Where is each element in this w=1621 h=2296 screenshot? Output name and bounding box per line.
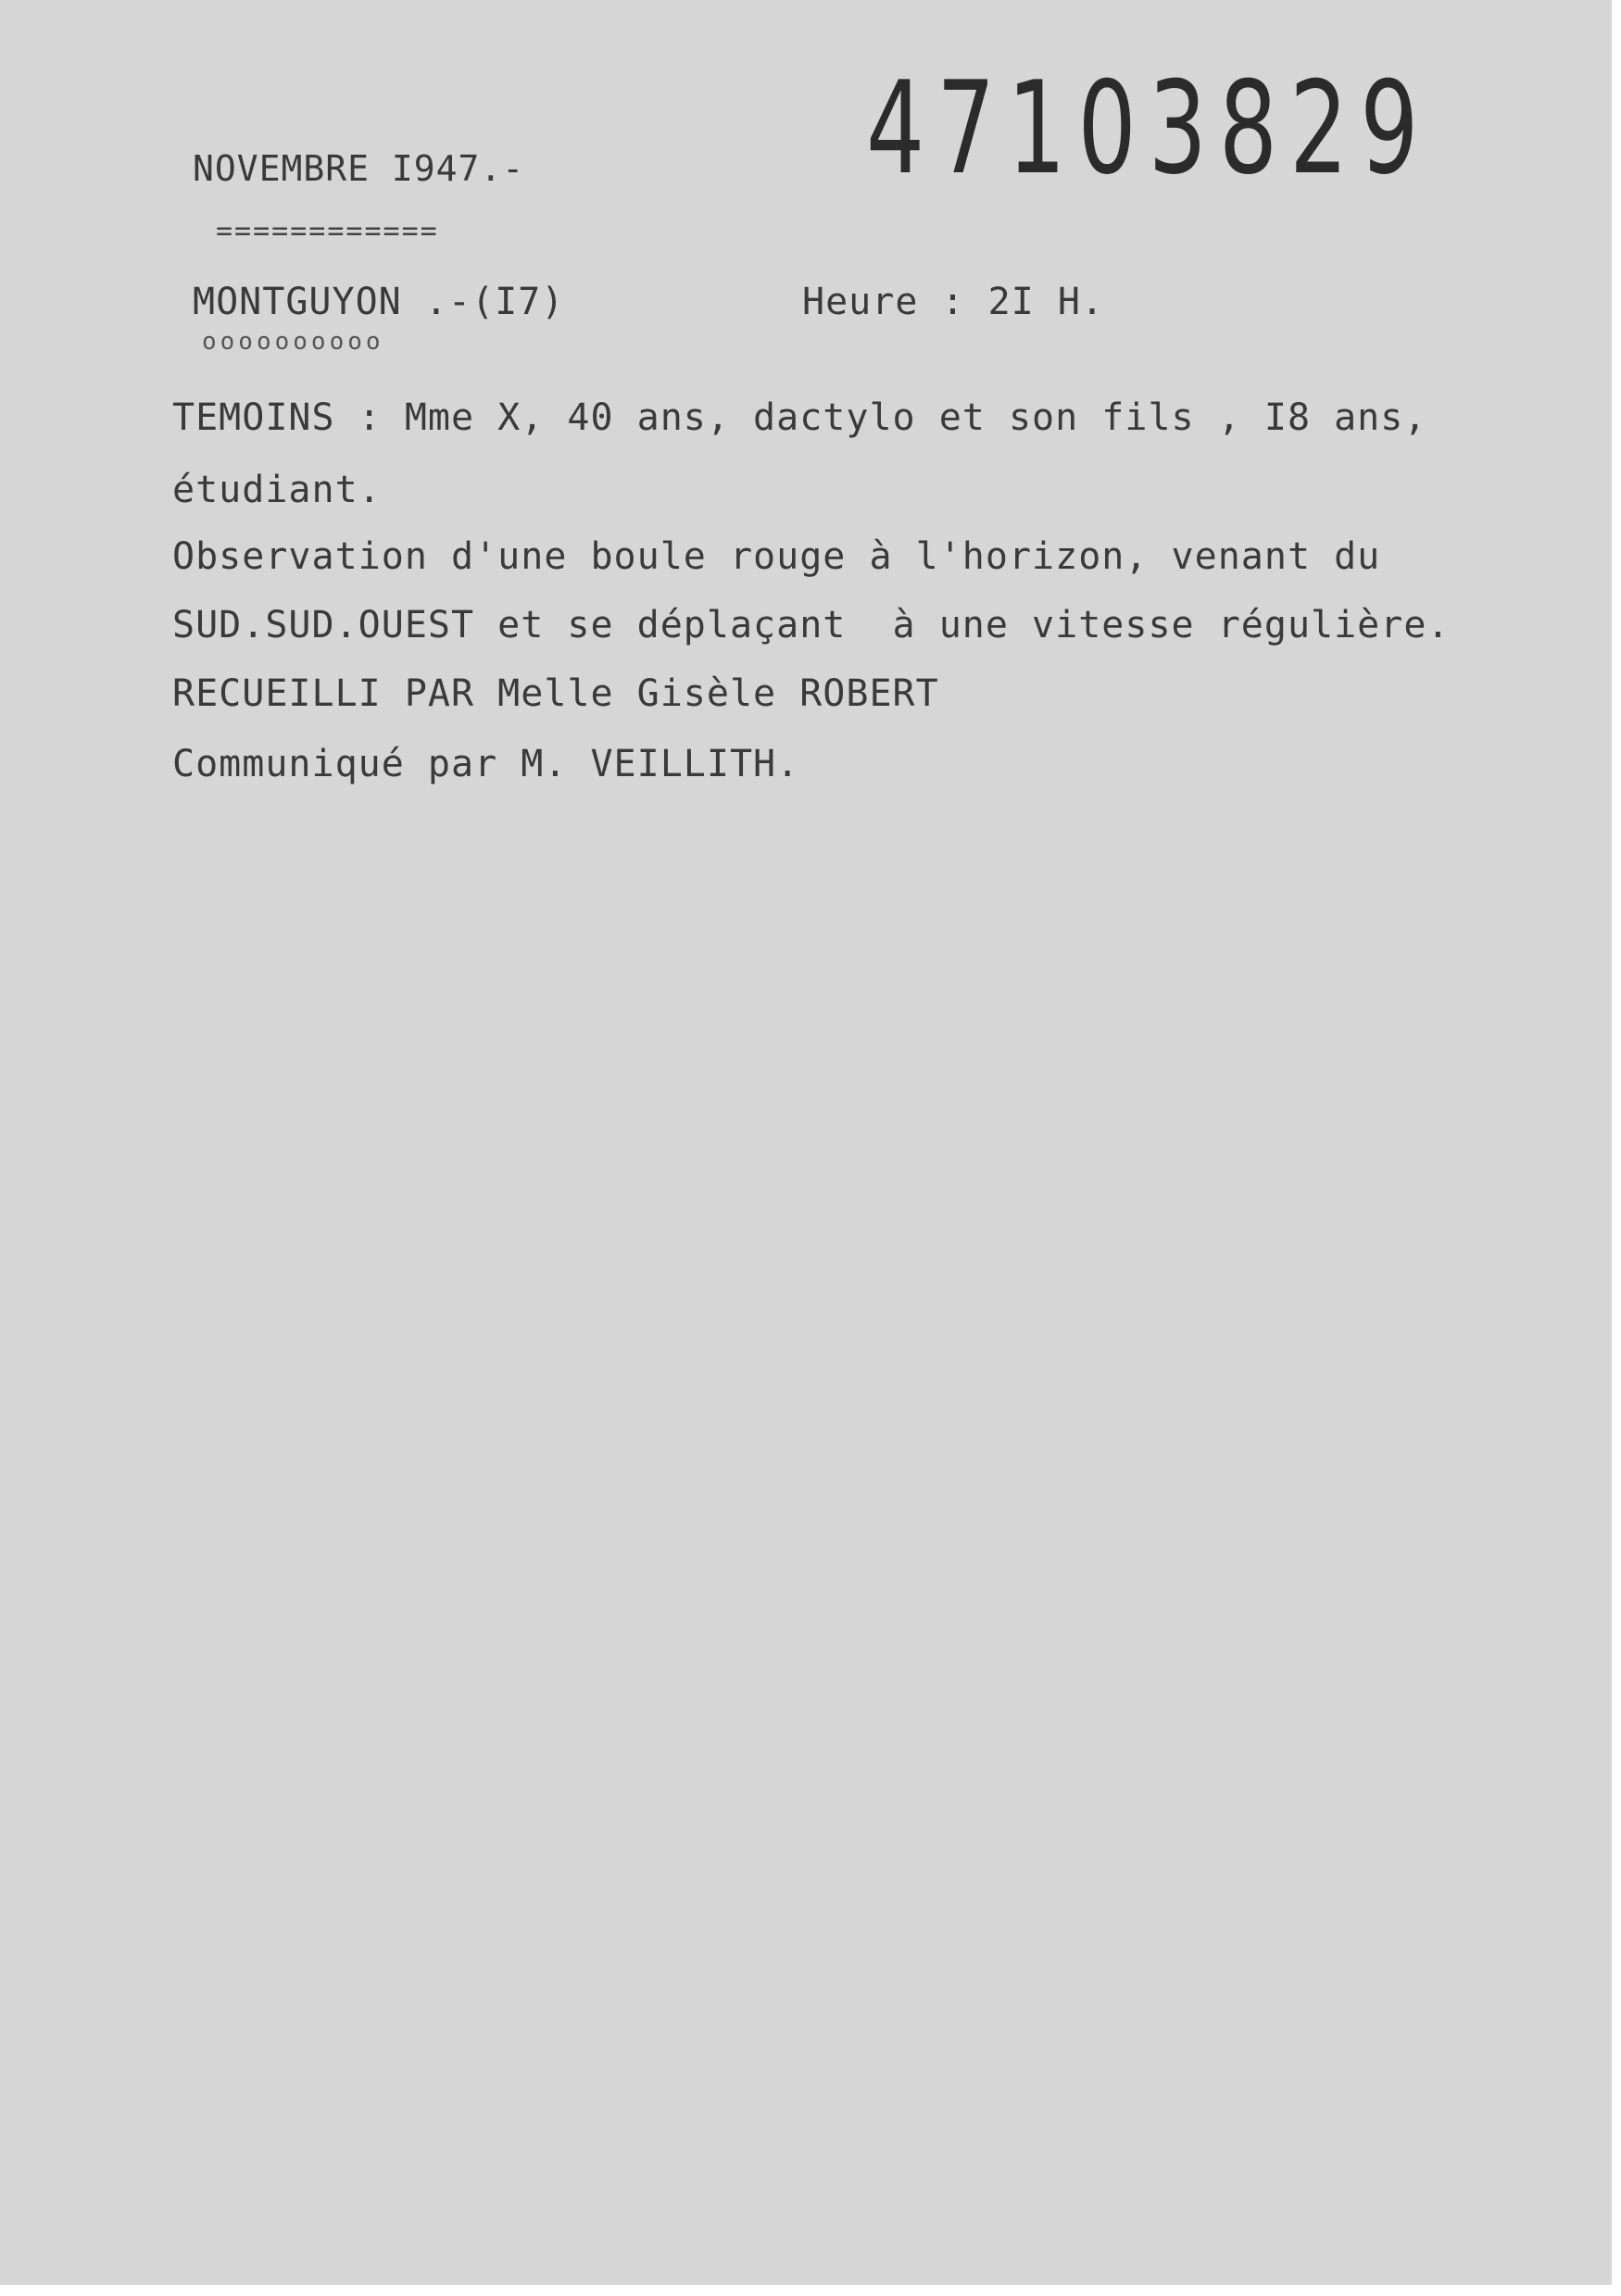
date-underline: ============ [216, 215, 439, 247]
witnesses-line-continued: étudiant. [172, 469, 382, 511]
archive-number-stamp: 47103829 [866, 54, 1431, 203]
scan-border-right [1612, 0, 1621, 2296]
witnesses-line: TEMOINS : Mme X, 40 ans, dactylo et son fils , I8 ans, [172, 396, 1427, 439]
scan-border-bottom [0, 2285, 1621, 2296]
report-time: Heure : 2I H. [802, 281, 1105, 323]
observation-line-continued: SUD.SUD.OUEST et se déplaçant à une vitesse régulière. [172, 604, 1451, 646]
observation-line: Observation d'une boule rouge à l'horizon, venant du [172, 535, 1381, 578]
report-location: MONTGUYON .-(I7) [193, 281, 565, 323]
report-date: NOVEMBRE I947.- [193, 148, 525, 189]
collected-by-line: RECUEILLI PAR Melle Gisèle ROBERT [172, 672, 939, 715]
location-underline: oooooooooo [202, 328, 384, 356]
communicated-by-line: Communiqué par M. VEILLITH. [172, 743, 800, 785]
